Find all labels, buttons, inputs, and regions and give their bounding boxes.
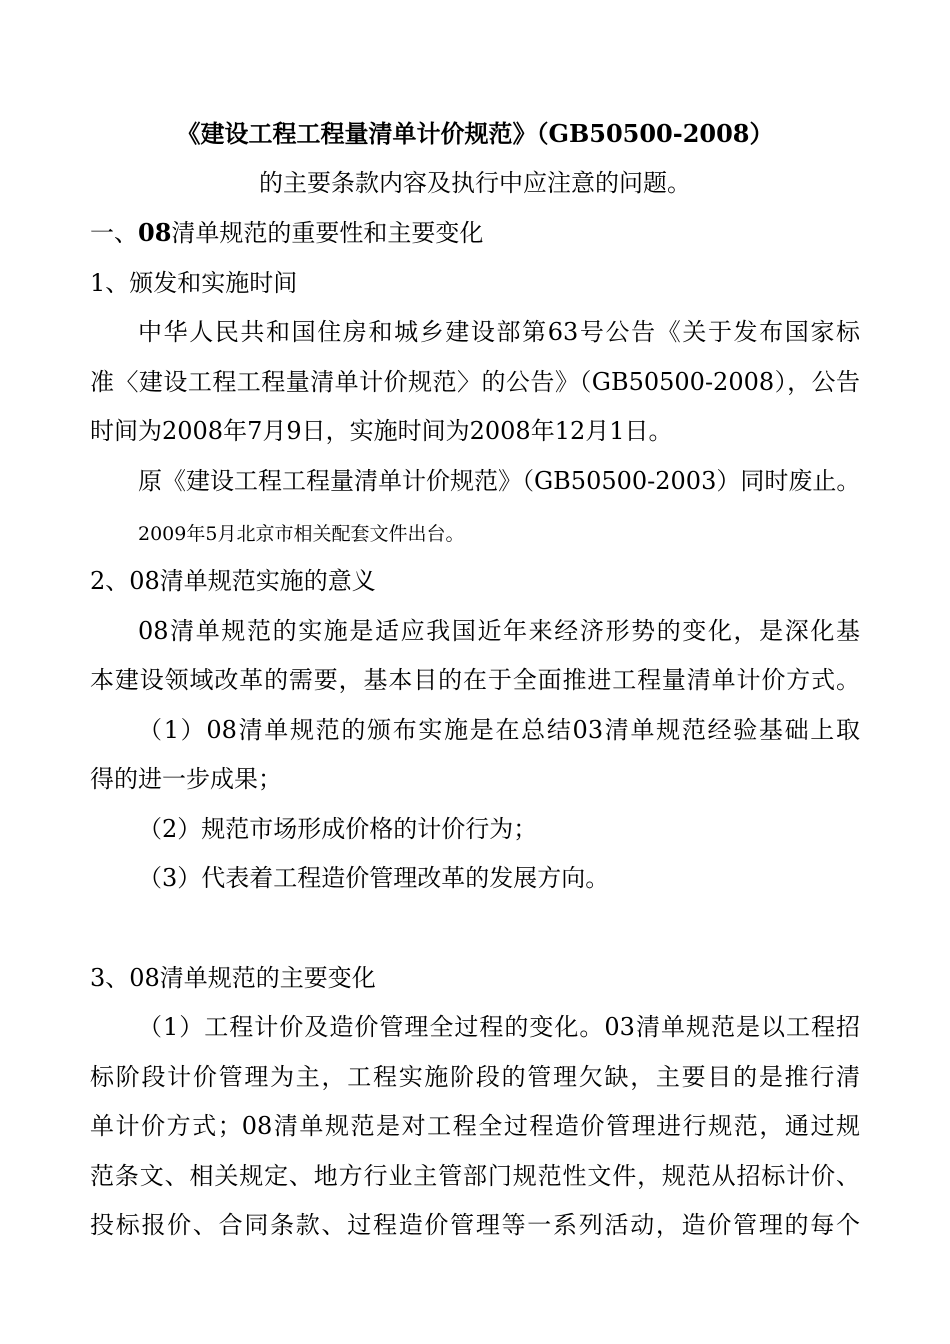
heading-rest: 清单规范的重要性和主要变化: [171, 219, 484, 247]
subsection-heading-1: 1、颁发和实施时间: [90, 269, 298, 297]
paragraph-line: 08清单规范的实施是适应我国近年来经济形势的变化，是深化基: [138, 617, 860, 645]
paragraph-line: 中华人民共和国住房和城乡建设部第63号公告《关于发布国家标: [138, 318, 860, 346]
paragraph-line: 时间为2008年7月9日，实施时间为2008年12月1日。: [90, 417, 673, 445]
paragraph-line-small: 2009年5月北京市相关配套文件出台。: [138, 523, 465, 545]
list-item: （2）规范市场形成价格的计价行为；: [138, 815, 538, 843]
heading-prefix: 一、: [90, 219, 138, 247]
list-item: （3）代表着工程造价管理改革的发展方向。: [138, 864, 610, 892]
doc-title-line-2: 的主要条款内容及执行中应注意的问题。: [259, 169, 691, 197]
section-heading-1: [90, 217, 483, 249]
paragraph-line: 原《建设工程工程量清单计价规范》（GB50500-2003）同时废止。: [138, 467, 861, 495]
list-item-line: （1）08清单规范的颁布实施是在总结03清单规范经验基础上取: [138, 716, 860, 744]
paragraph-line: 准〈建设工程工程量清单计价规范〉的公告》（GB50500-2008），公告: [90, 368, 860, 396]
paragraph-line: 投标报价、合同条款、过程造价管理等一系列活动，造价管理的每个: [90, 1211, 860, 1239]
doc-title-line-1: 《建设工程工程量清单计价规范》（GB50500-2008）: [176, 119, 774, 148]
paragraph-line: 本建设领域改革的需要，基本目的在于全面推进工程量清单计价方式。: [90, 666, 860, 694]
paragraph-line: 范条文、相关规定、地方行业主管部门规范性文件，规范从招标计价、: [90, 1162, 860, 1190]
paragraph-line: 标阶段计价管理为主，工程实施阶段的管理欠缺，主要目的是推行清: [90, 1063, 860, 1091]
subsection-heading-3: 3、08清单规范的主要变化: [90, 964, 376, 992]
heading-bold-08: 08: [138, 218, 172, 247]
paragraph-line: （1）工程计价及造价管理全过程的变化。03清单规范是以工程招: [138, 1013, 860, 1041]
list-item-line: 得的进一步成果；: [90, 765, 282, 793]
subsection-heading-2: 2、08清单规范实施的意义: [90, 567, 376, 595]
paragraph-line: 单计价方式；08清单规范是对工程全过程造价管理进行规范，通过规: [90, 1112, 860, 1140]
